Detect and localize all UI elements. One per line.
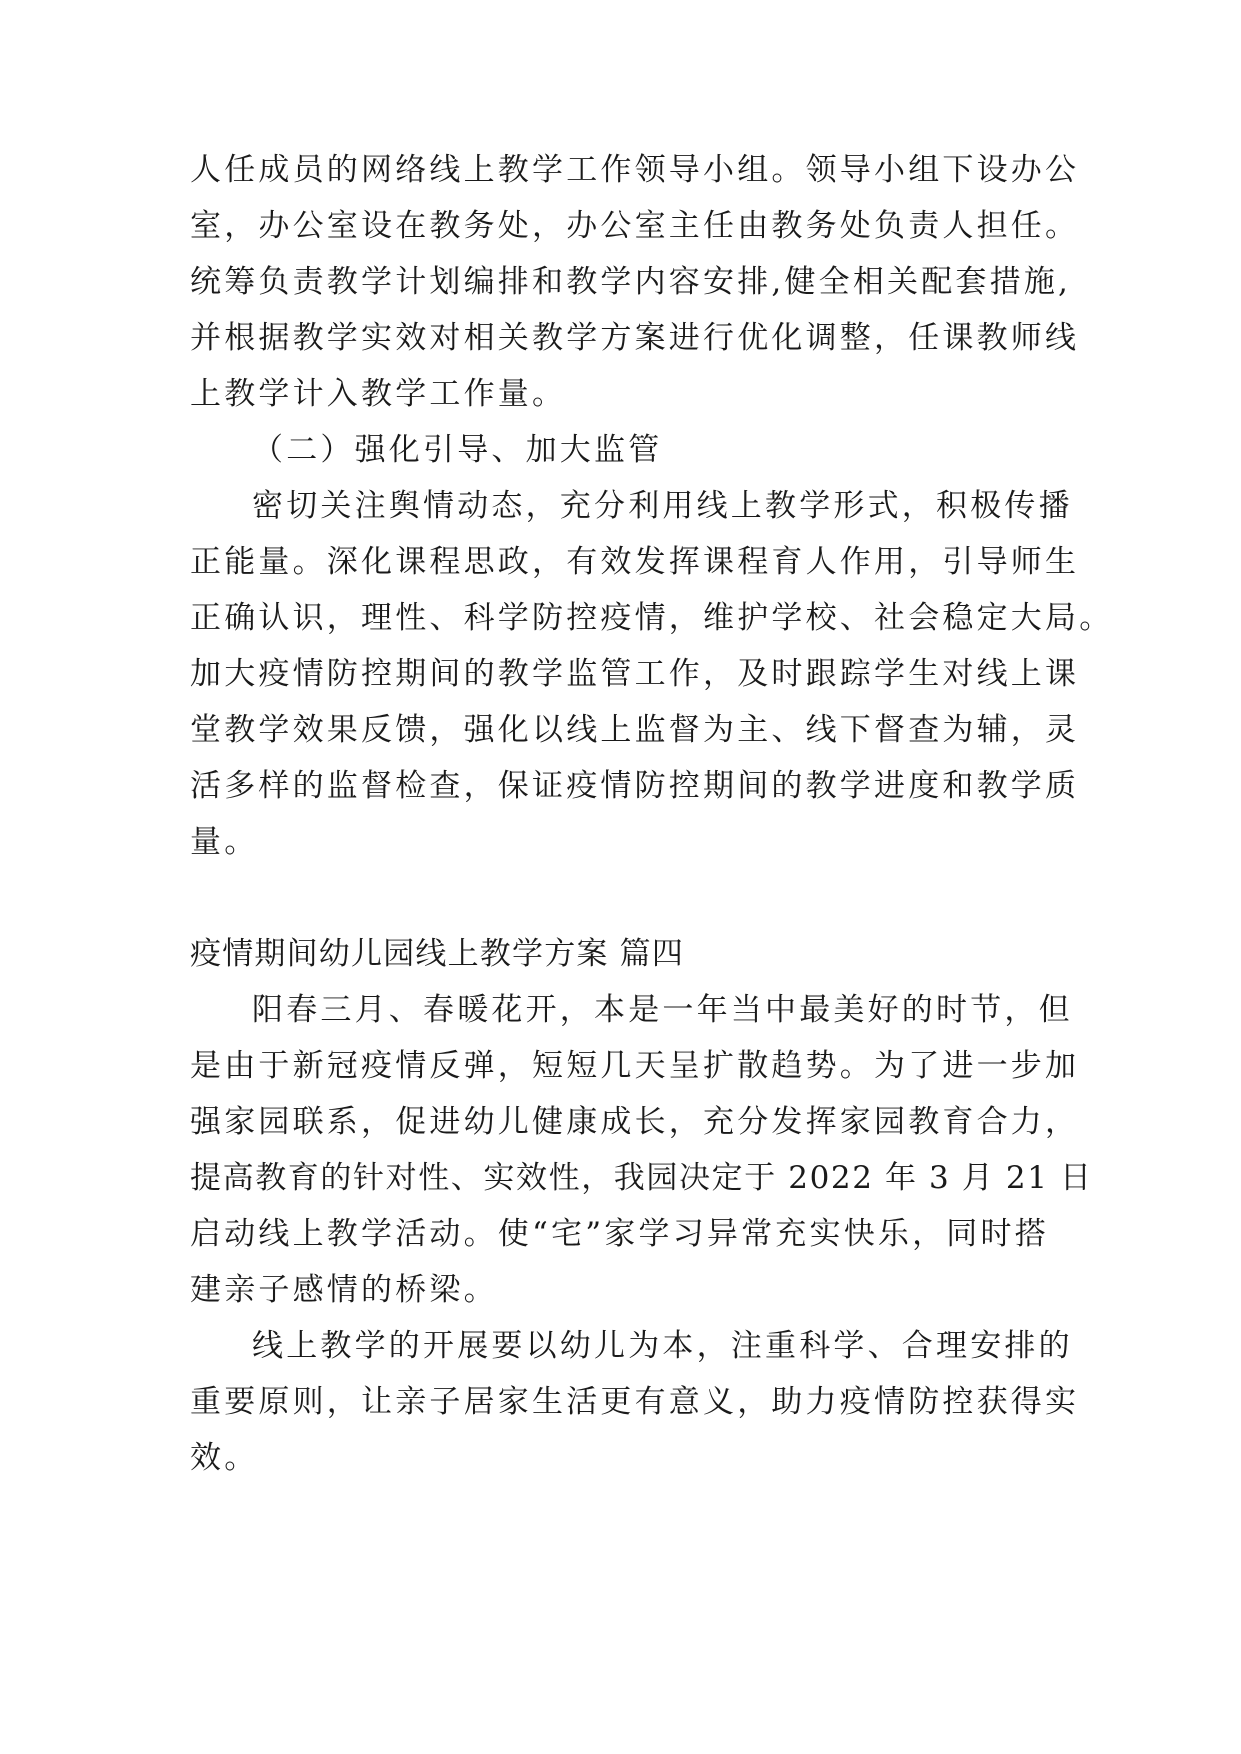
paragraph-line: 建亲子感情的桥梁。 — [190, 1272, 498, 1308]
paragraph-line: 是由于新冠疫情反弹，短短几天呈扩散趋势。为了进一步加 — [190, 1048, 1080, 1084]
section-title: 疫情期间幼儿园线上教学方案 篇四 — [190, 936, 685, 972]
paragraph-line: 强家园联系，促进幼儿健康成长，充分发挥家园教育合力， — [190, 1104, 1080, 1140]
paragraph-line: 密切关注舆情动态，充分利用线上教学形式，积极传播 — [252, 488, 1073, 524]
paragraph-line: 并根据教学实效对相关教学方案进行优化调整，任课教师线 — [190, 320, 1080, 356]
paragraph-line: 室，办公室设在教务处，办公室主任由教务处负责人担任。 — [190, 208, 1080, 244]
paragraph-line: 正确认识，理性、科学防控疫情，维护学校、社会稳定大局。 — [190, 600, 1114, 636]
paragraph-line: 堂教学效果反馈，强化以线上监督为主、线下督查为辅，灵 — [190, 712, 1080, 748]
paragraph-line: 线上教学的开展要以幼儿为本，注重科学、合理安排的 — [252, 1328, 1073, 1364]
paragraph-line: 重要原则，让亲子居家生活更有意义，助力疫情防控获得实 — [190, 1384, 1080, 1420]
paragraph-line: 启动线上教学活动。使“宅”家学习异常充实快乐，同时搭 — [190, 1216, 1049, 1252]
paragraph-line: 活多样的监督检查，保证疫情防控期间的教学进度和教学质 — [190, 768, 1080, 804]
paragraph-line: 加大疫情防控期间的教学监管工作，及时跟踪学生对线上课 — [190, 656, 1080, 692]
paragraph-line: 统筹负责教学计划编排和教学内容安排,健全相关配套措施, — [190, 264, 1072, 300]
paragraph-line: 量。 — [190, 824, 259, 860]
subheading: （二）强化引导、加大监管 — [252, 432, 663, 468]
paragraph-line: 人任成员的网络线上教学工作领导小组。领导小组下设办公 — [190, 152, 1080, 188]
paragraph-line: 上教学计入教学工作量。 — [190, 376, 567, 412]
paragraph-line: 效。 — [190, 1440, 259, 1476]
paragraph-line: 阳春三月、春暖花开，本是一年当中最美好的时节，但 — [252, 992, 1073, 1028]
paragraph-line: 提高教育的针对性、实效性，我园决定于 2022 年 3 月 21 日 — [190, 1160, 1093, 1196]
paragraph-line: 正能量。深化课程思政，有效发挥课程育人作用，引导师生 — [190, 544, 1080, 580]
